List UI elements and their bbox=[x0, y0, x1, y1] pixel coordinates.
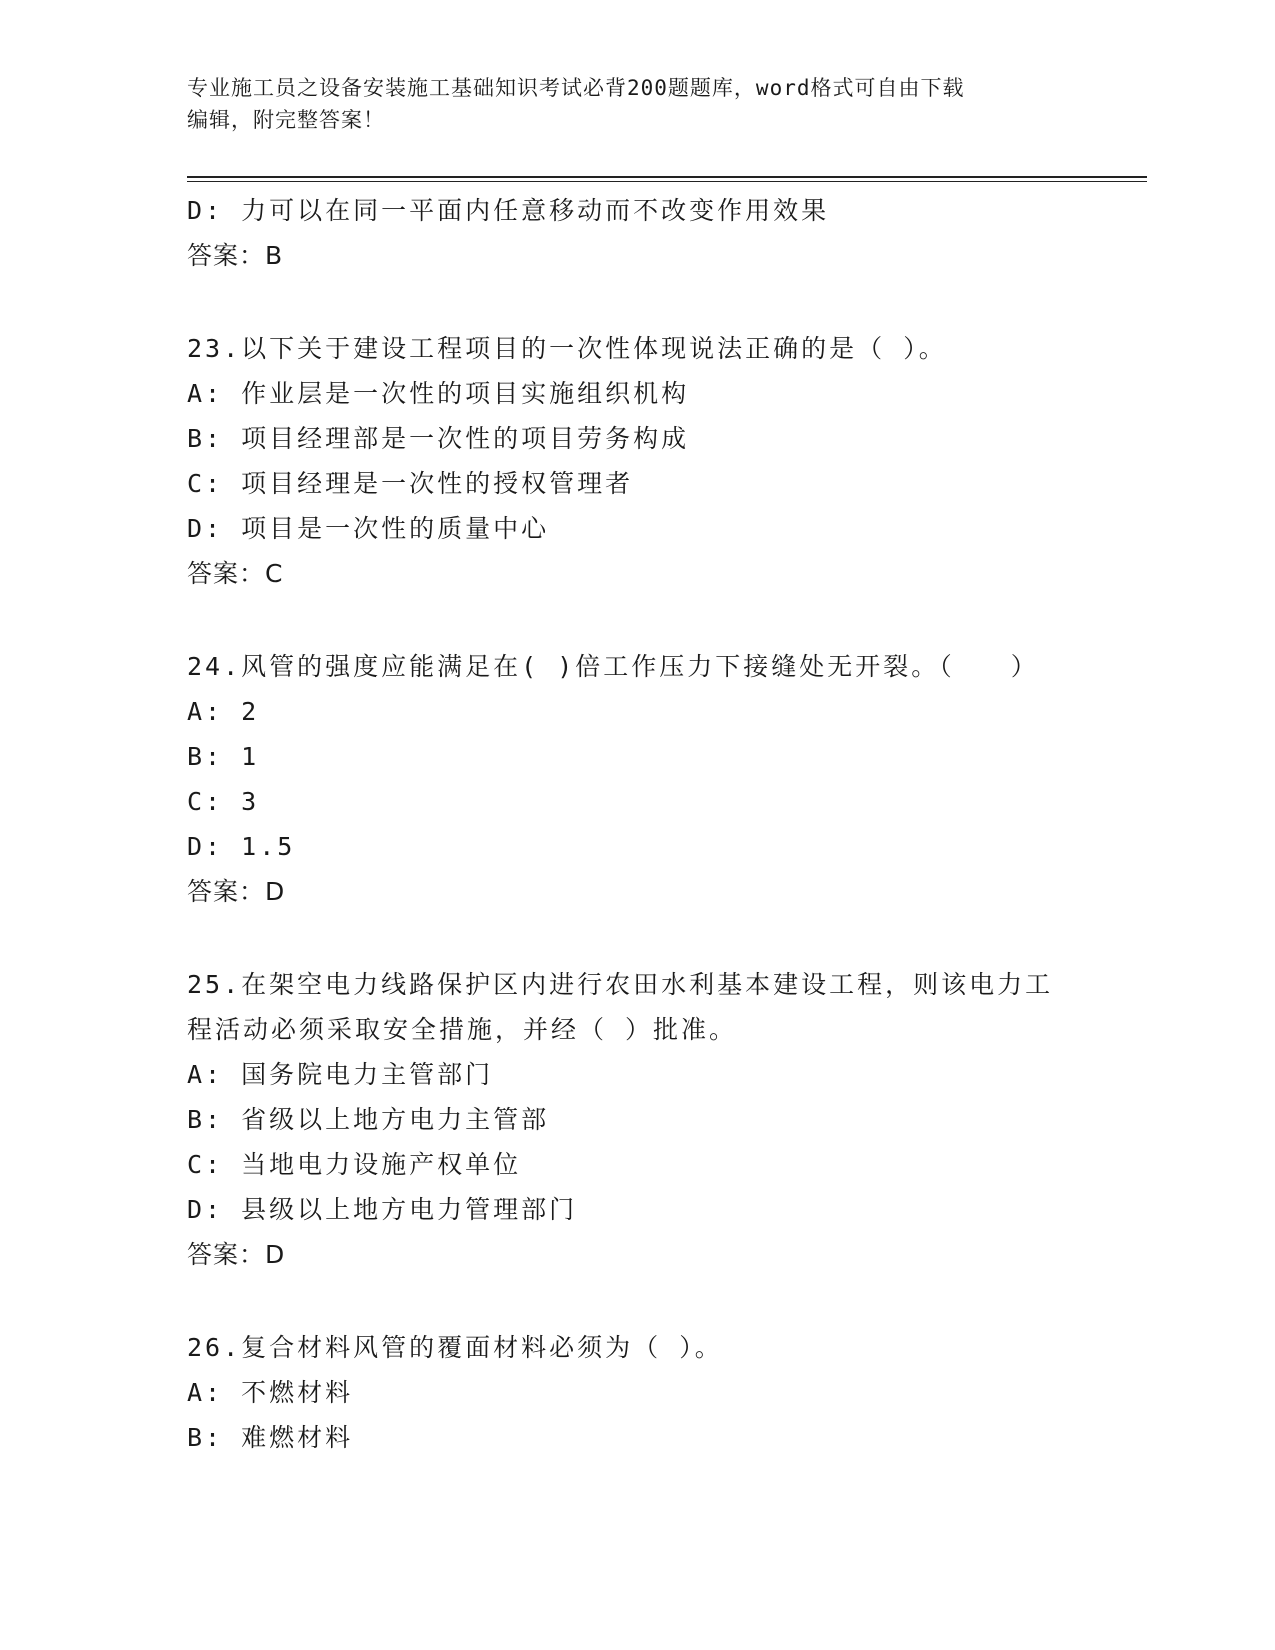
question-option: B: 难燃材料 bbox=[187, 1423, 354, 1452]
question-gap bbox=[187, 278, 1147, 326]
question-answer: 答案：D bbox=[187, 877, 286, 906]
questions-container bbox=[187, 278, 1147, 1460]
question-option: A: 不燃材料 bbox=[187, 1378, 354, 1407]
question-block bbox=[187, 962, 1147, 1277]
question-option: D: 1.5 bbox=[187, 832, 296, 861]
question-list bbox=[187, 188, 1147, 1460]
question-option: D: 项目是一次性的质量中心 bbox=[187, 514, 550, 543]
question-stem: 26.复合材料风管的覆面材料必须为（ ）。 bbox=[187, 1333, 723, 1362]
question-answer: 答案：D bbox=[187, 1240, 286, 1269]
question-option: C: 项目经理是一次性的授权管理者 bbox=[187, 469, 634, 498]
question-option: B: 1 bbox=[187, 742, 260, 771]
question-option: A: 国务院电力主管部门 bbox=[187, 1060, 494, 1089]
question-answer: 答案：C bbox=[187, 559, 284, 588]
question-option: C: 3 bbox=[187, 787, 260, 816]
question-stem: 程活动必须采取安全措施，并经（ ）批准。 bbox=[187, 1015, 738, 1044]
page-header bbox=[187, 72, 1077, 136]
question-stem: 23.以下关于建设工程项目的一次性体现说法正确的是（ ）。 bbox=[187, 334, 947, 363]
continued-option-d: D: 力可以在同一平面内任意移动而不改变作用效果 bbox=[187, 196, 830, 225]
header-divider-thick bbox=[187, 176, 1147, 178]
question-stem: 25.在架空电力线路保护区内进行农田水利基本建设工程，则该电力工 bbox=[187, 970, 1054, 999]
question-block bbox=[187, 326, 1147, 596]
header-title-line-1: 专业施工员之设备安装施工基础知识考试必背200题题库，word格式可自由下载 bbox=[187, 76, 965, 100]
question-option: B: 省级以上地方电力主管部 bbox=[187, 1105, 550, 1134]
question-block bbox=[187, 1325, 1147, 1460]
continued-answer: 答案：B bbox=[187, 241, 284, 270]
question-option: B: 项目经理部是一次性的项目劳务构成 bbox=[187, 424, 690, 453]
question-gap bbox=[187, 596, 1147, 644]
question-block bbox=[187, 644, 1147, 914]
question-option: A: 作业层是一次性的项目实施组织机构 bbox=[187, 379, 690, 408]
question-option: A: 2 bbox=[187, 697, 260, 726]
question-option: D: 县级以上地方电力管理部门 bbox=[187, 1195, 578, 1224]
question-gap bbox=[187, 914, 1147, 962]
header-divider-thin bbox=[187, 181, 1147, 182]
header-title-line-2: 编辑，附完整答案！ bbox=[187, 108, 385, 132]
question-option: C: 当地电力设施产权单位 bbox=[187, 1150, 522, 1179]
question-gap bbox=[187, 1277, 1147, 1325]
question-stem: 24.风管的强度应能满足在( )倍工作压力下接缝处无开裂。（ ） bbox=[187, 652, 1039, 681]
